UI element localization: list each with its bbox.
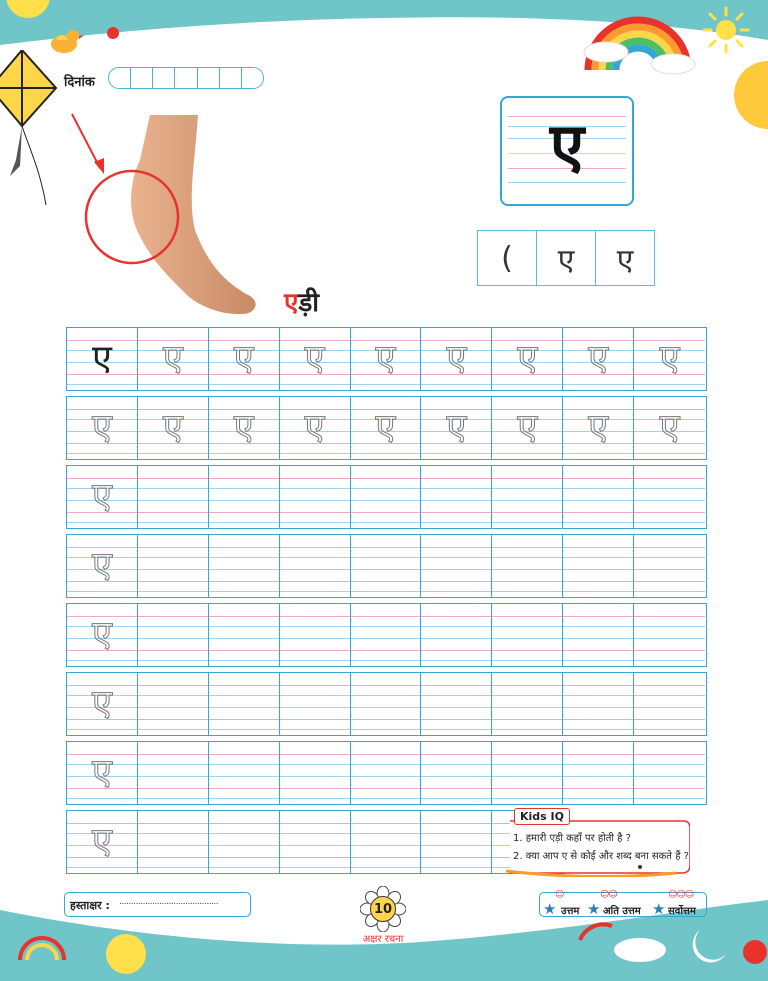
- trace-letter: ए: [91, 821, 112, 862]
- kids-iq-question-1: 1. हमारी एड़ी कहाँ पर होती है ?: [513, 833, 631, 844]
- stroke-step-3: ए: [616, 242, 634, 278]
- practice-cell[interactable]: [67, 742, 138, 804]
- practice-cell[interactable]: [563, 397, 634, 459]
- practice-cell[interactable]: [280, 673, 351, 735]
- trace-letter: ए: [91, 683, 112, 724]
- practice-cell[interactable]: [421, 604, 492, 666]
- practice-cell[interactable]: [280, 328, 351, 390]
- trace-letter: ए: [91, 476, 112, 517]
- practice-cell[interactable]: [351, 673, 422, 735]
- practice-cell[interactable]: [209, 466, 280, 528]
- practice-cell[interactable]: [634, 397, 705, 459]
- smiley-icon: ☺☺: [600, 890, 617, 900]
- practice-cell[interactable]: [492, 535, 563, 597]
- practice-cell[interactable]: [563, 328, 634, 390]
- practice-cell[interactable]: [209, 811, 280, 873]
- practice-cell[interactable]: [492, 673, 563, 735]
- yellow-sun-icon: [722, 60, 768, 130]
- stroke-step-2: ए: [537, 231, 596, 285]
- smiley-icon: ☺☺☺: [668, 890, 694, 900]
- star-icon[interactable]: ★: [543, 900, 557, 918]
- practice-row: [66, 672, 707, 736]
- kids-iq-question-2: 2. क्या आप ए से कोई और शब्द बना सकते हैं ?: [513, 851, 689, 862]
- practice-cell[interactable]: [138, 328, 209, 390]
- practice-cell[interactable]: [209, 673, 280, 735]
- big-letter: ए: [549, 109, 585, 182]
- trace-letter: ए: [517, 338, 538, 379]
- word-rest: ड़ी: [298, 288, 320, 318]
- page-caption: अक्षर रचना: [362, 934, 404, 945]
- practice-cell[interactable]: [351, 466, 422, 528]
- practice-cell[interactable]: [138, 742, 209, 804]
- trace-letter: ए: [162, 407, 183, 448]
- kite-icon: [0, 50, 60, 210]
- trace-letter: ए: [91, 752, 112, 793]
- practice-cell[interactable]: [138, 811, 209, 873]
- practice-cell[interactable]: [209, 604, 280, 666]
- trace-letter: ए: [588, 407, 609, 448]
- practice-cell[interactable]: [634, 535, 705, 597]
- practice-cell[interactable]: [67, 673, 138, 735]
- practice-cell[interactable]: [209, 742, 280, 804]
- rating-very-good: अति उत्तम: [603, 906, 641, 917]
- signature-line: ..........................................: [119, 897, 219, 907]
- practice-cell[interactable]: [492, 604, 563, 666]
- model-letter: ए: [91, 338, 112, 379]
- practice-row: [66, 810, 565, 874]
- practice-cell[interactable]: [563, 673, 634, 735]
- practice-row: [66, 534, 707, 598]
- word-first-letter: ए: [284, 288, 299, 318]
- practice-cell[interactable]: [280, 535, 351, 597]
- practice-row: [66, 465, 707, 529]
- practice-cell[interactable]: [634, 742, 705, 804]
- trace-letter: ए: [233, 338, 254, 379]
- sun-corner-icon: [0, 0, 92, 22]
- smiley-icon: ☺: [555, 890, 564, 900]
- rating-excellent: सर्वोत्तम: [668, 906, 696, 917]
- practice-cell[interactable]: [351, 328, 422, 390]
- practice-cell[interactable]: [421, 742, 492, 804]
- trace-letter: ए: [375, 407, 396, 448]
- trace-letter: ए: [659, 338, 680, 379]
- practice-cell[interactable]: [280, 604, 351, 666]
- star-icon[interactable]: ★: [587, 900, 601, 918]
- practice-cell[interactable]: [421, 811, 492, 873]
- practice-cell[interactable]: [563, 604, 634, 666]
- trace-letter: ए: [588, 338, 609, 379]
- practice-cell[interactable]: [563, 466, 634, 528]
- trace-letter: ए: [91, 545, 112, 586]
- trace-letter: ए: [304, 407, 325, 448]
- practice-cell[interactable]: [563, 535, 634, 597]
- trace-letter: ए: [91, 614, 112, 655]
- practice-cell[interactable]: [67, 397, 138, 459]
- practice-cell[interactable]: [421, 673, 492, 735]
- trace-letter: ए: [91, 407, 112, 448]
- practice-cell[interactable]: [209, 397, 280, 459]
- date-label: दिनांक: [64, 75, 95, 90]
- practice-cell[interactable]: [351, 535, 422, 597]
- practice-cell[interactable]: [634, 328, 705, 390]
- practice-cell[interactable]: [492, 742, 563, 804]
- practice-cell[interactable]: [280, 397, 351, 459]
- sun-icon: [700, 4, 752, 56]
- practice-row: [66, 741, 707, 805]
- practice-cell[interactable]: [138, 397, 209, 459]
- practice-cell[interactable]: [351, 604, 422, 666]
- practice-row: [66, 603, 707, 667]
- heel-foot-illustration: [70, 110, 270, 320]
- practice-cell[interactable]: [280, 466, 351, 528]
- practice-cell[interactable]: [634, 673, 705, 735]
- practice-cell[interactable]: [67, 811, 138, 873]
- stroke-order-boxes: [477, 230, 655, 286]
- practice-cell[interactable]: [138, 673, 209, 735]
- practice-cell[interactable]: [209, 328, 280, 390]
- red-dot-icon: [106, 26, 120, 40]
- practice-cell[interactable]: [67, 535, 138, 597]
- practice-cell[interactable]: [634, 604, 705, 666]
- practice-cell[interactable]: [634, 466, 705, 528]
- practice-cell[interactable]: [563, 742, 634, 804]
- practice-cell[interactable]: [351, 811, 422, 873]
- practice-row: [66, 327, 707, 391]
- page-number: 10: [370, 896, 396, 922]
- practice-cell[interactable]: [280, 811, 351, 873]
- practice-cell[interactable]: [492, 466, 563, 528]
- practice-cell[interactable]: [351, 397, 422, 459]
- practice-cell[interactable]: [421, 397, 492, 459]
- signature-label: हस्ताक्षर :: [70, 899, 110, 912]
- trace-letter: ए: [659, 407, 680, 448]
- trace-letter: ए: [375, 338, 396, 379]
- practice-cell[interactable]: [67, 328, 138, 390]
- practice-cell[interactable]: [421, 535, 492, 597]
- practice-cell[interactable]: [209, 535, 280, 597]
- practice-cell[interactable]: [421, 466, 492, 528]
- practice-cell[interactable]: [67, 604, 138, 666]
- letter-display-card: [500, 96, 634, 206]
- practice-cell[interactable]: [138, 466, 209, 528]
- stroke-step-1: (: [478, 231, 537, 285]
- star-icon[interactable]: ★: [652, 900, 666, 918]
- practice-cell[interactable]: [67, 466, 138, 528]
- trace-letter: ए: [446, 407, 467, 448]
- practice-cell[interactable]: [421, 328, 492, 390]
- rating-good: उत्तम: [561, 906, 580, 917]
- practice-cell[interactable]: [492, 328, 563, 390]
- practice-cell[interactable]: [492, 397, 563, 459]
- trace-letter: ए: [162, 338, 183, 379]
- rainbow-icon: [578, 0, 698, 80]
- practice-row: [66, 396, 707, 460]
- kids-iq-title: Kids IQ: [514, 808, 570, 825]
- trace-letter: ए: [304, 338, 325, 379]
- example-word: [284, 283, 319, 319]
- practice-cell[interactable]: [351, 742, 422, 804]
- practice-cell[interactable]: [138, 604, 209, 666]
- trace-letter: ए: [233, 407, 254, 448]
- practice-cell[interactable]: [280, 742, 351, 804]
- trace-letter: ए: [446, 338, 467, 379]
- trace-letter: ए: [517, 407, 538, 448]
- practice-cell[interactable]: [138, 535, 209, 597]
- date-field[interactable]: [108, 67, 264, 89]
